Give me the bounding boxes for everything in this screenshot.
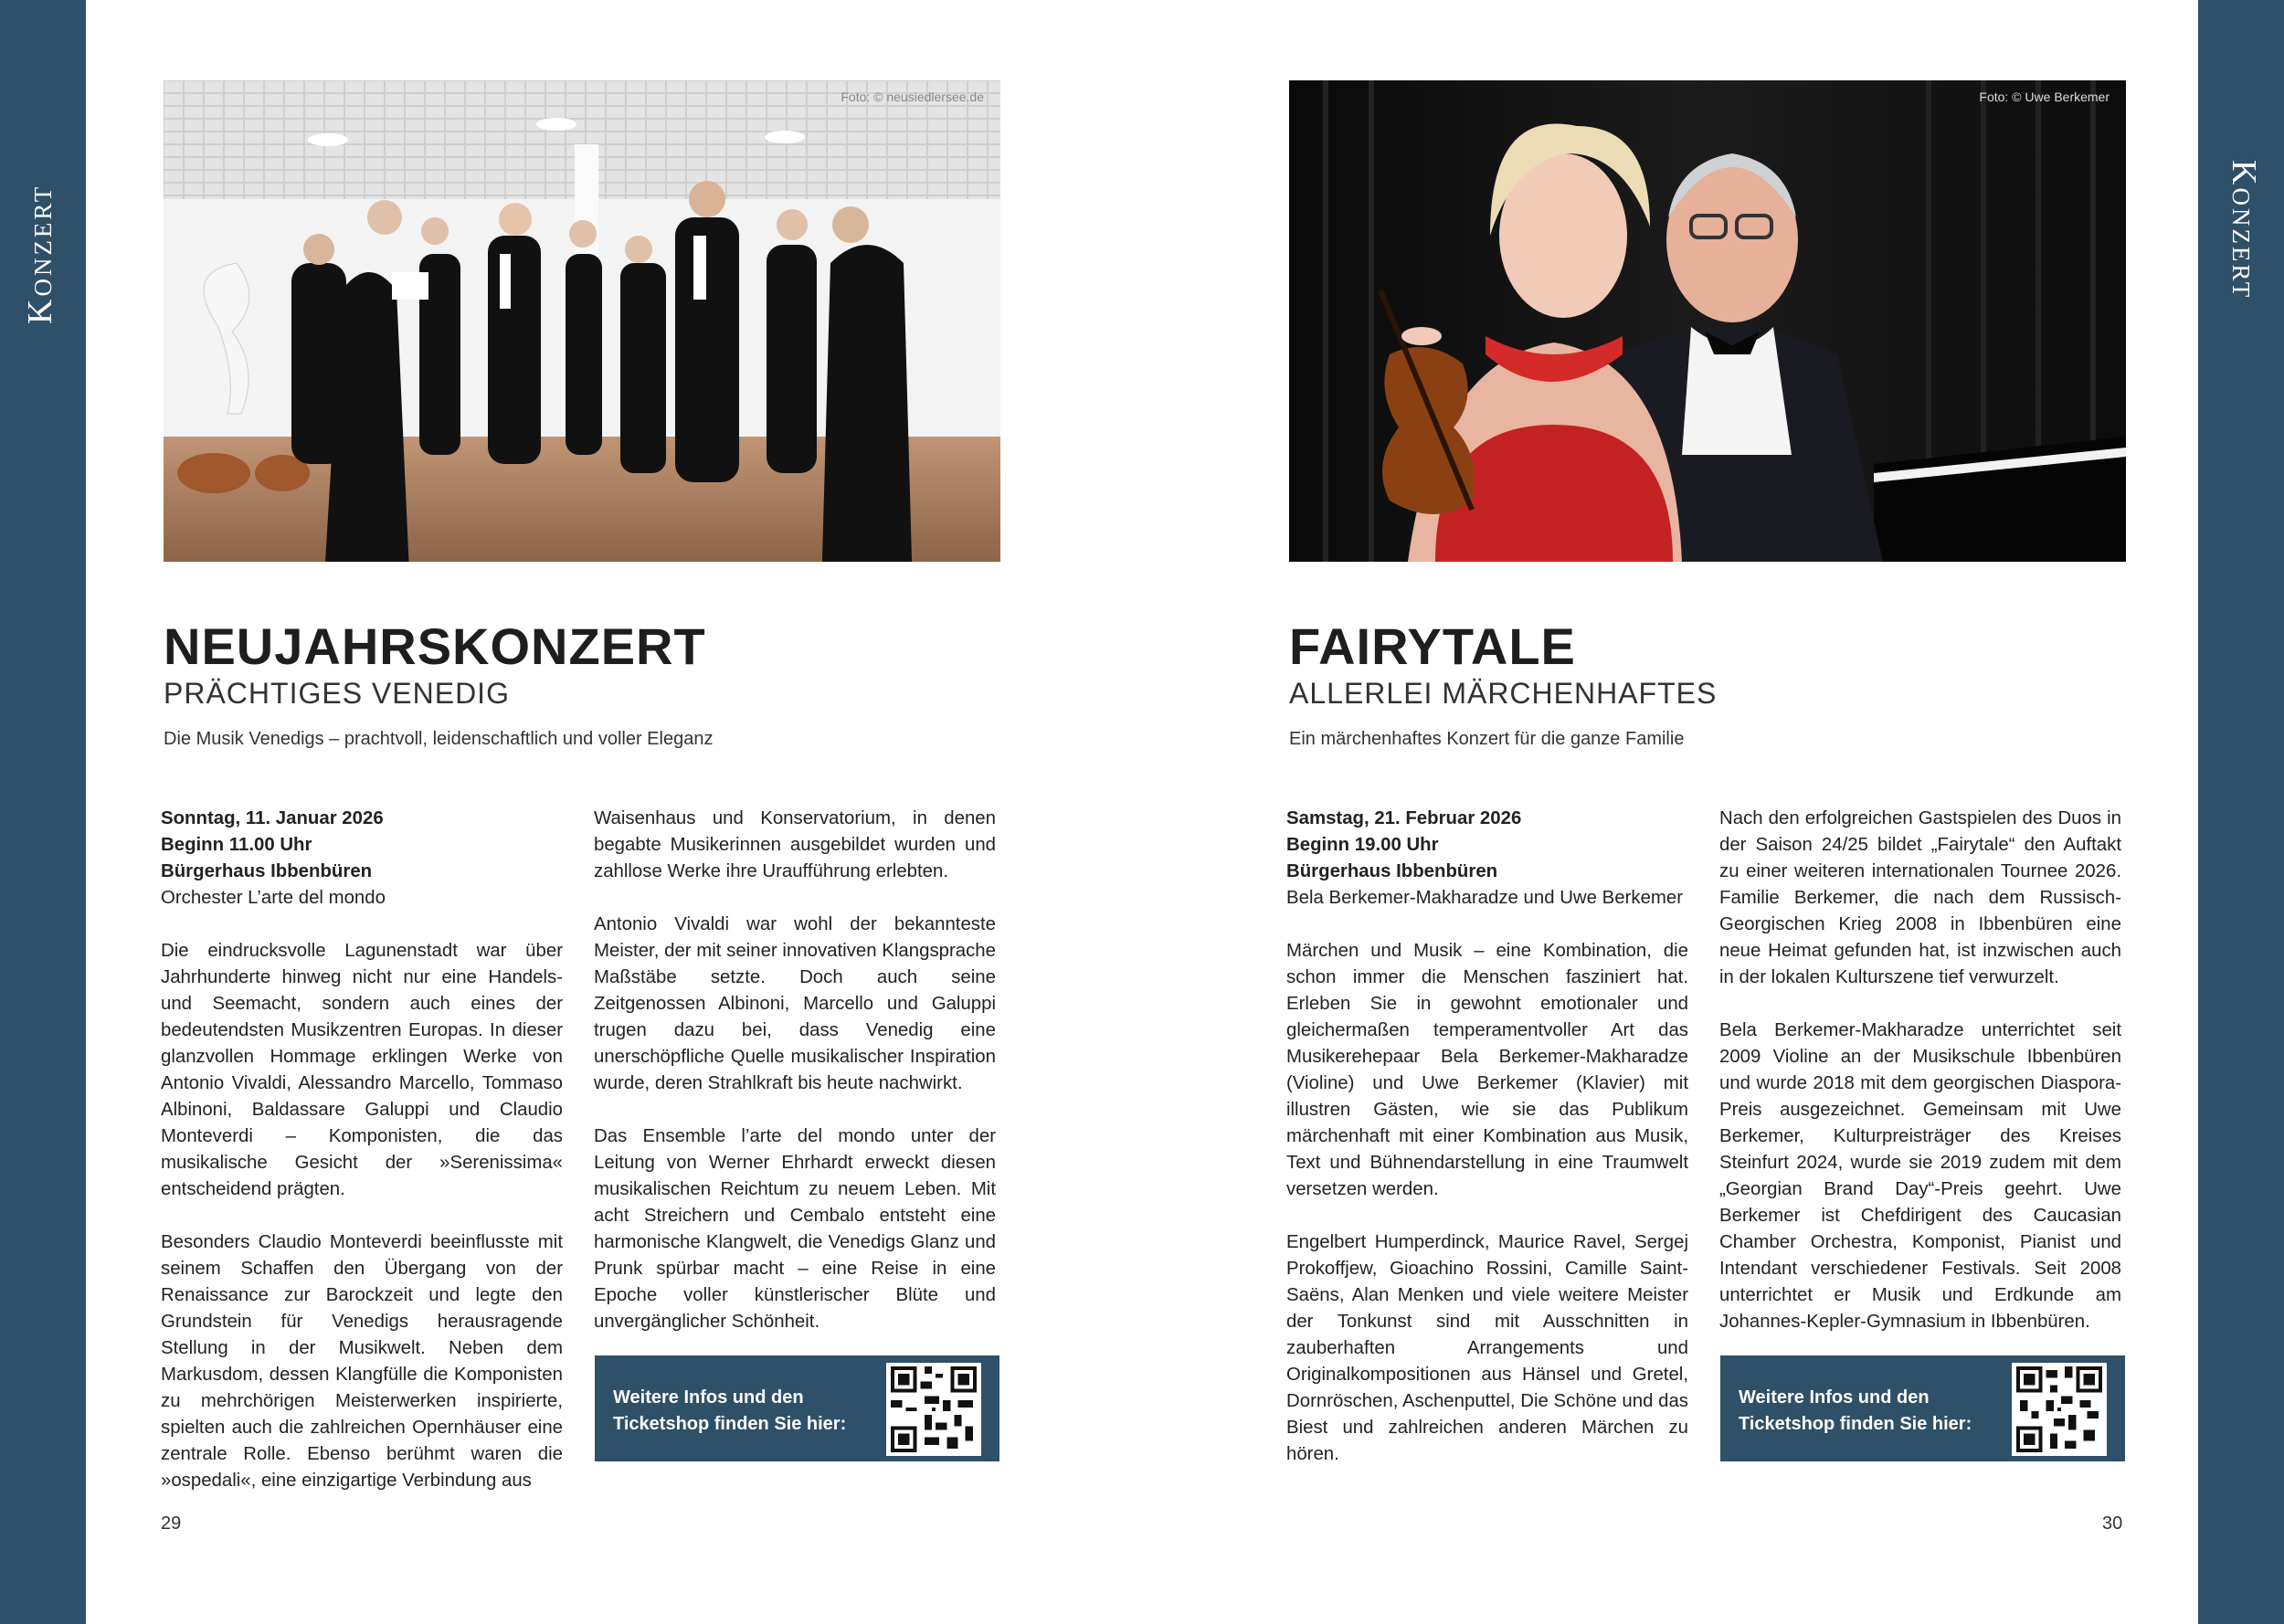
left-event-date: Sonntag, 11. Januar 2026 [161,808,384,828]
body-paragraph: Antonio Vivaldi war wohl der bekannteste Meister, der mit seiner innovativen Klangsprache Maßstäbe setzte. Doch auch seine Zeitgenossen Albinoni, Marcello und Galuppi trugen dazu bei, dass Venedig eine unerschöpfliche Quelle musikalischer Inspiration wurde, deren Strahlkraft bis heute nachwirkt. [594,914,996,1093]
left-column-2 [594,806,996,1362]
left-event-details [161,806,563,912]
body-paragraph: Die eindrucksvolle Lagunenstadt war über Jahrhunderte hinweg nicht nur eine Handels- und Seemacht, sondern auch eines der bedeutendsten Musikzentren Europas. In dieser glanzvollen Hommage erklingen Werke von Antonio Vivaldi, Alessandro Marcello, Tommaso Albinoni, Baldassare Galuppi und Claudio Monteverdi – Komponisten, die das musikalische Gesicht der »Serenissima« entscheidend prägten. [161,941,563,1199]
left-ticket-info-text: Weitere Infos und den Ticketshop finden Sie hier: [613,1387,847,1434]
body-paragraph: Bela Berkemer-Makharadze unterrichtet seit 2009 Violine an der Musikschule Ibbenbüren und wurde 2018 mit dem georgischen Diaspora-Preis ausgezeichnet. Gemeinsam mit Uwe Berkemer, Kulturpreisträger des Kreises Steinfurt 2024, wurde sie 2019 zudem mit dem „Georgian Brand Day“-Preis geehrt. Uwe Berkemer ist Chefdirigent des Caucasian Chamber Orchestra, Komponist, Pianist und Intendant verschiedener Festivals. Seit 2008 unterrichtet er Musik und Erdkunde am Johannes-Kepler-Gymnasium in Ibbenbüren. [1719,1020,2121,1332]
orchestra-photo [164,80,1000,562]
body-paragraph: Waisenhaus und Konservatorium, in denen begabte Musikerinnen ausgebildet wurden und zahllose Werke ihre Uraufführung erlebten. [594,808,996,881]
right-event-details [1286,806,1688,912]
section-label-left: Konzert [21,184,59,324]
left-event-subtitle: PRÄCHTIGES VENEDIG [164,677,510,710]
right-event-date: Samstag, 21. Februar 2026 [1286,808,1522,828]
left-event-lead: Die Musik Venedigs – prachtvoll, leidenschaftlich und voller Eleganz [164,729,714,749]
body-paragraph: Besonders Claudio Monteverdi beeinflusste mit seinem Schaffen den Übergang von der Renaissance zur Barockzeit und legte den Grundstein für Venedigs herausragende Stellung in der Musikwelt. Neben dem Markusdom, dessen Klangfülle die Komponisten zu mehrchörigen Meisterwerken inspirierte, spielten auch die zahlreichen Opernhäuser eine zentrale Rolle. Ebenso berühmt waren die »ospedali«, eine einzigartige Verbindung aus [161,1232,563,1491]
left-event-time: Beginn 11.00 Uhr [161,835,312,855]
right-event-time: Beginn 19.00 Uhr [1286,835,1439,855]
qr-code-icon[interactable] [886,1363,981,1456]
right-column-1 [1286,806,1688,1494]
right-ticket-info-text: Weitere Infos und den Ticketshop finden Sie hier: [1739,1387,1972,1434]
right-event-subtitle: ALLERLEI MÄRCHENHAFTES [1289,677,1718,710]
right-ticket-info-box[interactable] [1720,1355,2125,1461]
right-event-performer: Bela Berkemer-Makharadze und Uwe Berkemer [1286,888,1684,908]
photo-credit-left: Foto: © neusiedlersee.de [841,90,984,104]
left-column-1 [161,806,563,1521]
left-side-band [0,0,86,1624]
body-paragraph: Märchen und Musik – eine Kombination, die schon immer die Menschen fasziniert hat. Erleben Sie in gewohnt emotionaler und gleichermaßen temperamentvoller Art das Musikerehepaar Bela Berkemer-Makharadze (Violine) und Uwe Berkemer (Klavier) mit illustren Gästen, wie sie das Publikum märchenhaft mit einer Kombination aus Musik, Text und Bühnendarstellung in eine Traumwelt versetzen werden. [1286,941,1688,1199]
right-side-band [2198,0,2284,1624]
body-paragraph: Nach den erfolgreichen Gastspielen des Duos in der Saison 24/25 bildet „Fairytale“ den Auftakt zu einer weiteren internationalen Tournee 2026. Familie Berkemer, die nach dem Russisch-Georgischen Krieg 2008 in Ibbenbüren eine neue Heimat gefunden hat, ist inzwischen auch in der lokalen Kulturszene tief verwurzelt. [1719,808,2121,987]
body-paragraph: Engelbert Humperdinck, Maurice Ravel, Sergej Prokoffjew, Gioachino Rossini, Camille Saint-Saëns, Alan Menken und viele weitere Meister der Tonkunst sind mit Ausschnitten in zauberhaften Arrangements und Originalkompositionen aus Hänsel und Gretel, Dornröschen, Aschenputtel, Die Schöne und das Biest und zahlreichen anderen Märchen zu hören. [1286,1232,1688,1464]
right-event-lead: Ein märchenhaftes Konzert für die ganze Familie [1289,729,1685,749]
page-number-left: 29 [161,1513,182,1534]
left-event-venue: Bürgerhaus Ibbenbüren [161,861,373,881]
left-event-performer: Orchester L’arte del mondo [161,888,386,908]
left-ticket-info-box[interactable] [595,1355,999,1461]
right-event-title: FAIRYTALE [1289,617,1576,675]
body-paragraph: Das Ensemble l’arte del mondo unter der Leitung von Werner Ehrhardt erweckt diesen musikalischen Reichtum zu neuem Leben. Mit acht Streichern und Cembalo entsteht eine harmonische Klangwelt, die Venedigs Glanz und Prunk spürbar macht – eine Reise in eine Epoche voller künstlerischer Blüte und unvergänglicher Schönheit. [594,1126,996,1332]
qr-code-icon[interactable] [2012,1363,2107,1456]
duo-photo [1289,80,2126,562]
left-event-title: NEUJAHRSKONZERT [164,617,706,675]
right-event-venue: Bürgerhaus Ibbenbüren [1286,861,1498,881]
photo-credit-right: Foto: © Uwe Berkemer [1979,90,2110,104]
right-column-2 [1719,806,2121,1362]
section-label-right: Konzert [2225,160,2263,301]
page-number-right: 30 [2102,1513,2123,1534]
